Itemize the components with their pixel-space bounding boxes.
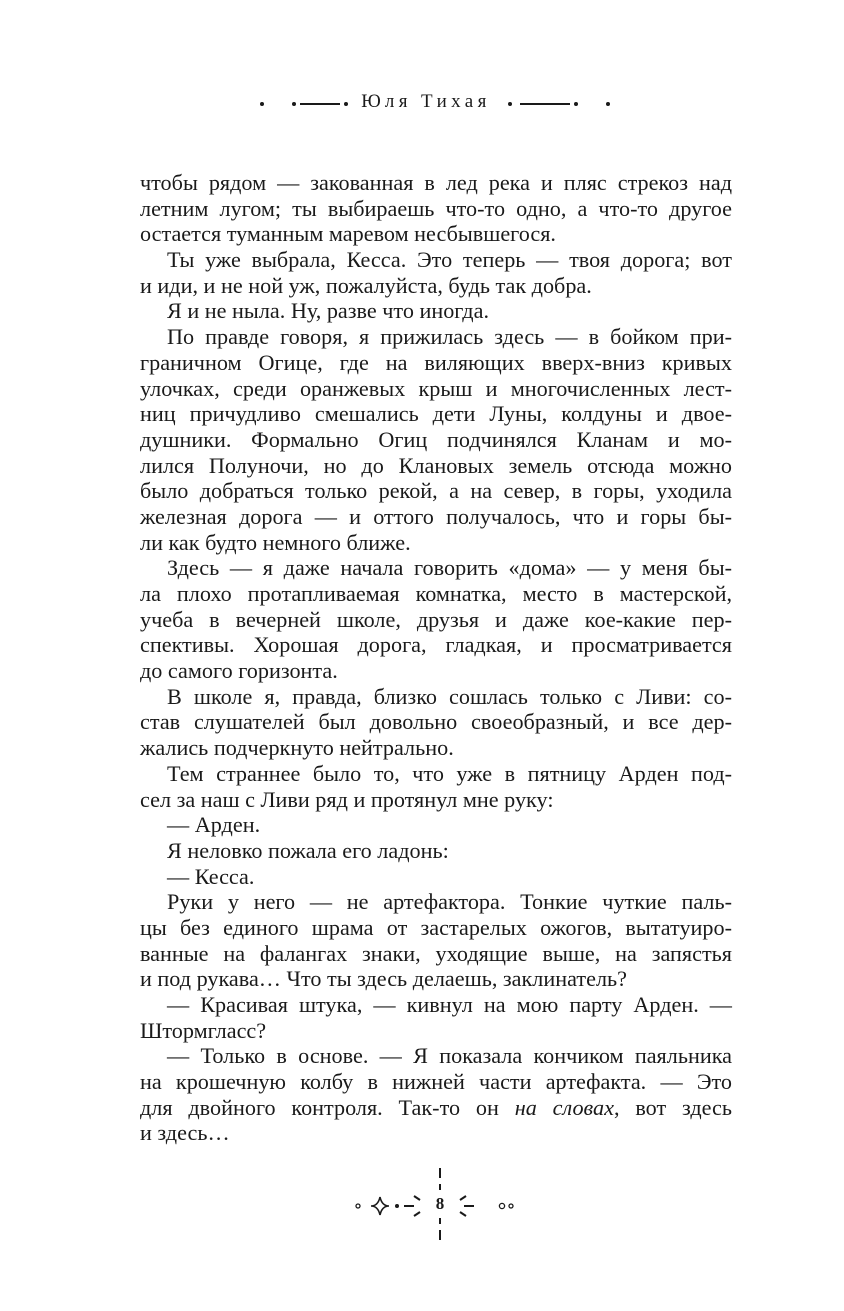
diamond-star-icon bbox=[371, 1197, 389, 1215]
page-number: 8 bbox=[435, 1194, 445, 1213]
text-line: став слушателей был довольно своеобразный, и все дер- bbox=[140, 709, 732, 735]
body-text bbox=[140, 170, 732, 1146]
text-run: для двойного контроля. Так-то он bbox=[140, 1094, 499, 1120]
text-line: Руки у него — не артефактора. Тонкие чуткие паль- bbox=[167, 889, 732, 915]
running-header-author: Юля Тихая bbox=[361, 91, 491, 112]
text-line: — Кесса. bbox=[167, 863, 255, 889]
text-line: ниц причудливо смешались дети Луны, колдуны и двое- bbox=[140, 401, 732, 427]
text-line bbox=[140, 1095, 732, 1121]
page-footer bbox=[340, 1162, 540, 1252]
text-line: Ты уже выбрала, Кесса. Это теперь — твоя дорога; вот bbox=[167, 247, 732, 273]
text-line: По правде говоря, я прижилась здесь — в бойком при- bbox=[167, 324, 732, 350]
text-line: было добраться только рекой, а на север, в горы, уходила bbox=[140, 478, 732, 504]
text-line: и иди, и не ной уж, пожалуйста, будь так добра. bbox=[140, 272, 592, 298]
crescent-moon-icon bbox=[480, 1195, 491, 1217]
text-line: Штормгласс? bbox=[140, 1017, 267, 1043]
emphasized-text: на словах bbox=[514, 1094, 614, 1120]
text-line: граничном Огице, где на виляющих вверх-вниз кривых bbox=[140, 349, 732, 375]
dot-icon bbox=[606, 102, 610, 106]
text-line: цы без единого шрама от застарелых ожогов, вытатуиро- bbox=[140, 914, 732, 940]
text-line: Я и не ныла. Ну, разве что иногда. bbox=[167, 298, 489, 324]
dot-icon bbox=[508, 102, 512, 106]
text-line: ли как будто немного ближе. bbox=[140, 529, 411, 555]
text-run: , вот здесь bbox=[613, 1094, 733, 1120]
text-line: Здесь — я даже начала говорить «дома» — у меня бы- bbox=[167, 555, 732, 581]
text-line: на крошечную колбу в нижней части артефакта. — Это bbox=[140, 1069, 732, 1095]
text-line: Тем страннее было то, что уже в пятницу Арден под- bbox=[167, 760, 732, 786]
text-line: спективы. Хорошая дорога, гладкая, и просматривается bbox=[140, 632, 732, 658]
text-line: лился Полуночи, но до Клановых земель отсюда можно bbox=[140, 452, 732, 478]
crescent-moon-icon bbox=[272, 92, 284, 116]
text-line: В школе я, правда, близко сошлась только с Ливи: со- bbox=[167, 683, 732, 709]
text-line: и здесь… bbox=[140, 1120, 230, 1146]
dot-icon bbox=[292, 102, 296, 106]
dot-icon bbox=[344, 102, 348, 106]
text-line: — Красивая штука, — кивнул на мою парту Арден. — bbox=[167, 992, 732, 1017]
dot-icon bbox=[260, 102, 264, 106]
text-line: учеба в вечерней школе, друзья и даже кое-какие пер- bbox=[140, 606, 732, 632]
text-line: железная дорога — и оттого получалось, что и горы бы- bbox=[140, 503, 732, 529]
text-line: душники. Формально Огиц подчинялся Кланам и мо- bbox=[140, 426, 732, 452]
text-line: остается туманным маревом несбывшегося. bbox=[140, 221, 556, 247]
text-line: — Только в основе. — Я показала кончиком паяльника bbox=[167, 1043, 732, 1069]
text-line: до самого горизонта. bbox=[140, 658, 338, 684]
text-line: сел за наш с Ливи ряд и протянул мне руку: bbox=[140, 786, 554, 812]
text-line: Я неловко пожала его ладонь: bbox=[167, 837, 449, 863]
text-line: — Арден. bbox=[167, 812, 261, 838]
dot-icon bbox=[574, 102, 578, 106]
text-line: чтобы рядом — закованная в лед река и пляс стрекоз над bbox=[140, 170, 732, 195]
text-line: ванные на фалангах знаки, уходящие выше, на запястья bbox=[140, 940, 732, 966]
crescent-moon-icon bbox=[590, 92, 602, 116]
text-line: и под рукава… Что ты здесь делаешь, заклинатель? bbox=[140, 966, 627, 992]
text-line: улочках, среди оранжевых крыш и многочисленных лест- bbox=[140, 375, 732, 401]
text-line: ла плохо протапливаемая комнатка, место в мастерской, bbox=[140, 581, 732, 606]
running-header bbox=[0, 82, 844, 122]
text-line: летним лугом; ты выбираешь что-то одно, а что-то другое bbox=[140, 195, 732, 221]
text-line: жались подчеркнуто нейтрально. bbox=[140, 735, 454, 761]
